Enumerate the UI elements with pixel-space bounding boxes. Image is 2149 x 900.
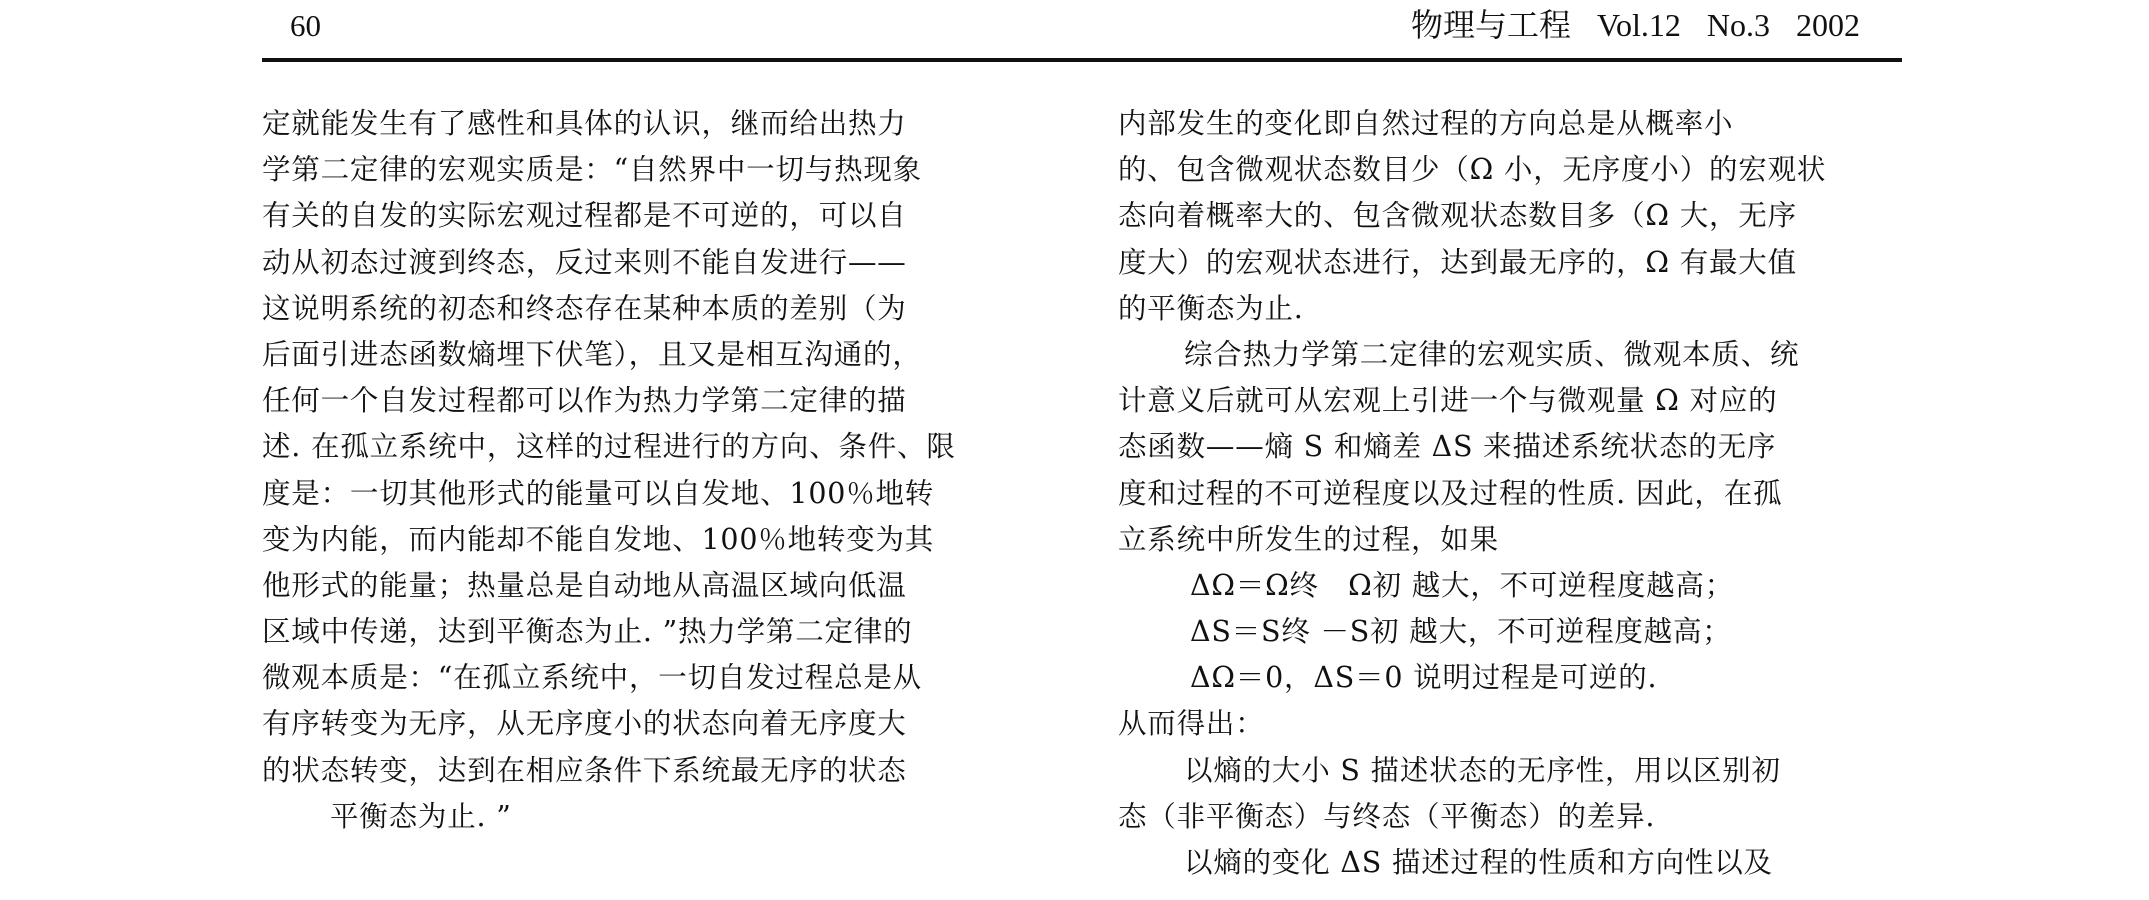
left-line: 述. 在孤立系统中，这样的过程进行的方向、条件、限 — [262, 430, 956, 464]
left-line: 变为内能，而内能却不能自发地、100％地转变为其 — [262, 522, 935, 556]
right-line: 计意义后就可从宏观上引进一个与微观量 Ω 对应的 — [1118, 384, 1778, 418]
journal-issue: No.3 — [1706, 7, 1770, 43]
header-rule — [262, 58, 1902, 62]
page-header — [262, 0, 1902, 58]
left-column — [262, 101, 1044, 840]
right-line: 度大）的宏观状态进行，达到最无序的，Ω 有最大值 — [1118, 245, 1797, 279]
formula-line: ΔS＝S终 －S初 越大，不可逆程度越高； — [1190, 615, 1732, 649]
left-line: 他形式的能量；热量总是自动地从高温区域向低温 — [262, 568, 907, 602]
left-line: 有序转变为无序，从无序度小的状态向着无序度大 — [262, 707, 907, 741]
right-line: 的、包含微观状态数目少（Ω 小，无序度小）的宏观状 — [1118, 153, 1827, 187]
right-line: 内部发生的变化即自然过程的方向总是从概率小 — [1118, 107, 1734, 140]
right-line: 立系统中所发生的过程，如果 — [1118, 522, 1499, 556]
formula-line: ΔΩ＝0，ΔS＝0 说明过程是可逆的. — [1190, 661, 1658, 695]
right-line: 度和过程的不可逆程度以及过程的性质. 因此，在孤 — [1118, 476, 1783, 510]
left-line: 的状态转变，达到在相应条件下系统最无序的状态 — [262, 753, 907, 787]
formula-line: ΔΩ＝Ω终 Ω初 越大，不可逆程度越高； — [1190, 568, 1735, 602]
left-line: 有关的自发的实际宏观过程都是不可逆的，可以自 — [262, 199, 907, 233]
left-line: 微观本质是：“在孤立系统中，一切自发过程总是从 — [262, 661, 922, 695]
page-number: 60 — [290, 8, 321, 43]
left-line: 学第二定律的宏观实质是：“自然界中一切与热现象 — [262, 153, 922, 187]
left-line: 区域中传递，达到平衡态为止. ”热力学第二定律的 — [262, 615, 913, 649]
right-line: 态（非平衡态）与终态（平衡态）的差异. — [1118, 799, 1656, 833]
right-line: 综合热力学第二定律的宏观实质、微观本质、统 — [1184, 337, 1800, 371]
right-line: 态函数——熵 S 和熵差 ΔS 来描述系统状态的无序 — [1118, 430, 1777, 464]
left-line: 度是：一切其他形式的能量可以自发地、100％地转 — [262, 476, 935, 510]
journal-info — [1411, 4, 1860, 46]
right-line: 以熵的大小 S 描述状态的无序性，用以区别初 — [1184, 753, 1781, 787]
right-line: 态向着概率大的、包含微观状态数目多（Ω 大，无序 — [1118, 199, 1797, 233]
right-line: 以熵的变化 ΔS 描述过程的性质和方向性以及 — [1184, 846, 1773, 879]
left-line: 定就能发生有了感性和具体的认识，继而给出热力 — [262, 107, 907, 140]
left-line: 动从初态过渡到终态，反过来则不能自发进行—— — [262, 245, 907, 279]
left-line: 后面引进态函数熵埋下伏笔），且又是相互沟通的， — [262, 337, 922, 371]
journal-volume: Vol.12 — [1597, 7, 1681, 43]
left-line: 平衡态为止. ” — [330, 799, 512, 833]
right-line: 从而得出： — [1118, 707, 1265, 741]
right-column — [1118, 101, 1898, 886]
left-line: 任何一个自发过程都可以作为热力学第二定律的描 — [262, 384, 907, 418]
right-line: 的平衡态为止. — [1118, 291, 1304, 325]
left-line: 这说明系统的初态和终态存在某种本质的差别（为 — [262, 291, 907, 325]
journal-name: 物理与工程 — [1411, 6, 1572, 44]
journal-year: 2002 — [1796, 7, 1860, 43]
